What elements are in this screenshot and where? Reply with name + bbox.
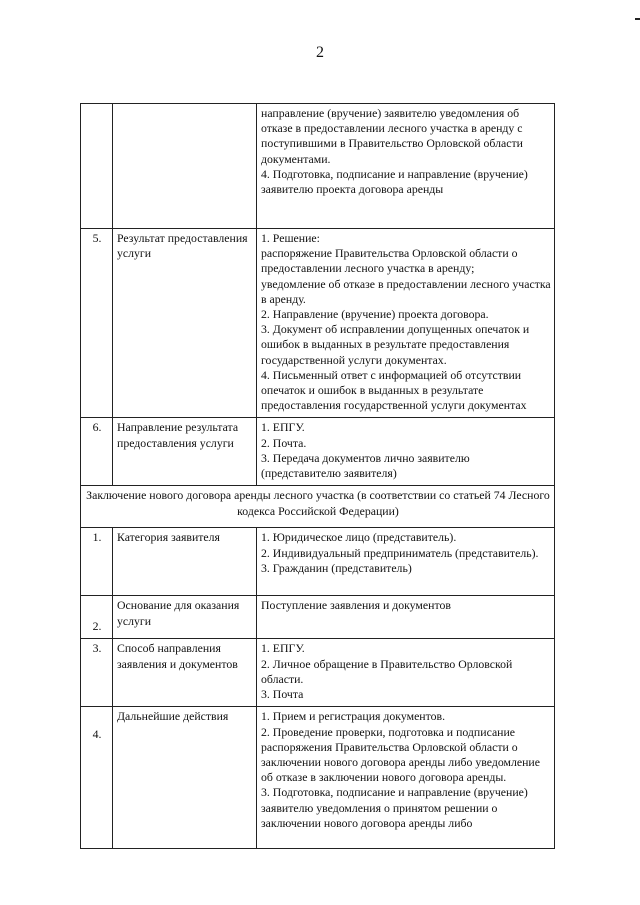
row-number: 6. (81, 418, 113, 486)
row-content (257, 639, 555, 707)
row-content (257, 528, 555, 596)
row-content (257, 707, 555, 849)
row-number: 3. (81, 639, 113, 707)
row-content (257, 104, 555, 229)
content-line: 2. Почта. (261, 435, 307, 450)
table-row (81, 707, 555, 849)
content-line: 2. Направление (вручение) проекта договора. (261, 307, 489, 322)
content-line: 2. Личное обращение в Правительство Орловской области. (261, 656, 513, 686)
row-number (81, 104, 113, 229)
content-line: 2. Индивидуальный предприниматель (представитель). (261, 545, 539, 560)
section-header-row (81, 486, 555, 528)
row-name (113, 104, 257, 229)
content-line: 3. Гражданин (представитель) (261, 560, 412, 575)
content-line: 1. ЕПГУ. (261, 420, 305, 435)
row-content (257, 418, 555, 486)
services-table (80, 103, 555, 849)
row-name: Способ направления заявления и документов (113, 639, 257, 707)
row-name: Категория заявителя (113, 528, 257, 596)
row-name: Основание для оказания услуги (113, 596, 257, 639)
content-line: Поступление заявления и документов (261, 598, 451, 613)
row-number: 5. (81, 229, 113, 418)
content-line: распоряжение Правительства Орловской области о предоставлении лесного участка в аренду; (261, 246, 518, 276)
content-line: направление (вручение) заявителю уведомления об отказе в предоставлении лесного участка в аренду с поступившими в Правительство Орловской области документами. (261, 106, 523, 166)
table-row (81, 596, 555, 639)
page-number: 2 (316, 44, 324, 61)
content-line: 3. Документ об исправлении допущенных опечаток и ошибок в выданных в результате предоставления государственной услуги документах. (261, 322, 530, 367)
content-line: 4. Письменный ответ с информацией об отсутствии опечаток и ошибок в выданных в результате предоставления государственной услуги документах (261, 367, 527, 413)
content-line: 1. Решение: (261, 231, 320, 245)
content-line: 3. Передача документов лично заявителю (представителю заявителя) (261, 450, 470, 481)
content-line: 4. Подготовка, подписание и направление (вручение) заявителю проекта договора аренды (261, 166, 528, 197)
row-name: Результат предоставления услуги (113, 229, 257, 418)
scan-edge-mark (635, 18, 640, 20)
row-name: Направление результата предоставления услуги (113, 418, 257, 486)
content-line: 3. Подготовка, подписание и направление (вручение) заявителю уведомления о принятом решении о заключении нового договора аренды либо (261, 785, 528, 830)
section-title: Заключение нового договора аренды лесного участка (в соответствии со статьей 74 Лесного кодекса Российской Федерации) (81, 486, 555, 528)
content-line: 1. Юридическое лицо (представитель). (261, 530, 457, 545)
table-row (81, 639, 555, 707)
table-row (81, 104, 555, 229)
table-row (81, 418, 555, 486)
content-line: 1. Прием и регистрация документов. (261, 709, 446, 724)
row-name: Дальнейшие действия (113, 707, 257, 849)
table-row (81, 229, 555, 418)
row-number: 2. (81, 596, 113, 639)
content-line: 1. ЕПГУ. (261, 641, 305, 656)
table-row (81, 528, 555, 596)
content-line: уведомление об отказе в предоставлении лесного участка в аренду. (261, 276, 551, 306)
content-line: 2. Проведение проверки, подготовка и подписание распоряжения Правительства Орловской области о заключении нового договора аренды либо уведомление об отказе в заключении нового договора аренды. (261, 724, 540, 785)
row-content (257, 596, 555, 639)
content-line: 3. Почта (261, 687, 304, 702)
row-content (257, 229, 555, 418)
row-number: 4. (81, 707, 113, 849)
row-number: 1. (81, 528, 113, 596)
